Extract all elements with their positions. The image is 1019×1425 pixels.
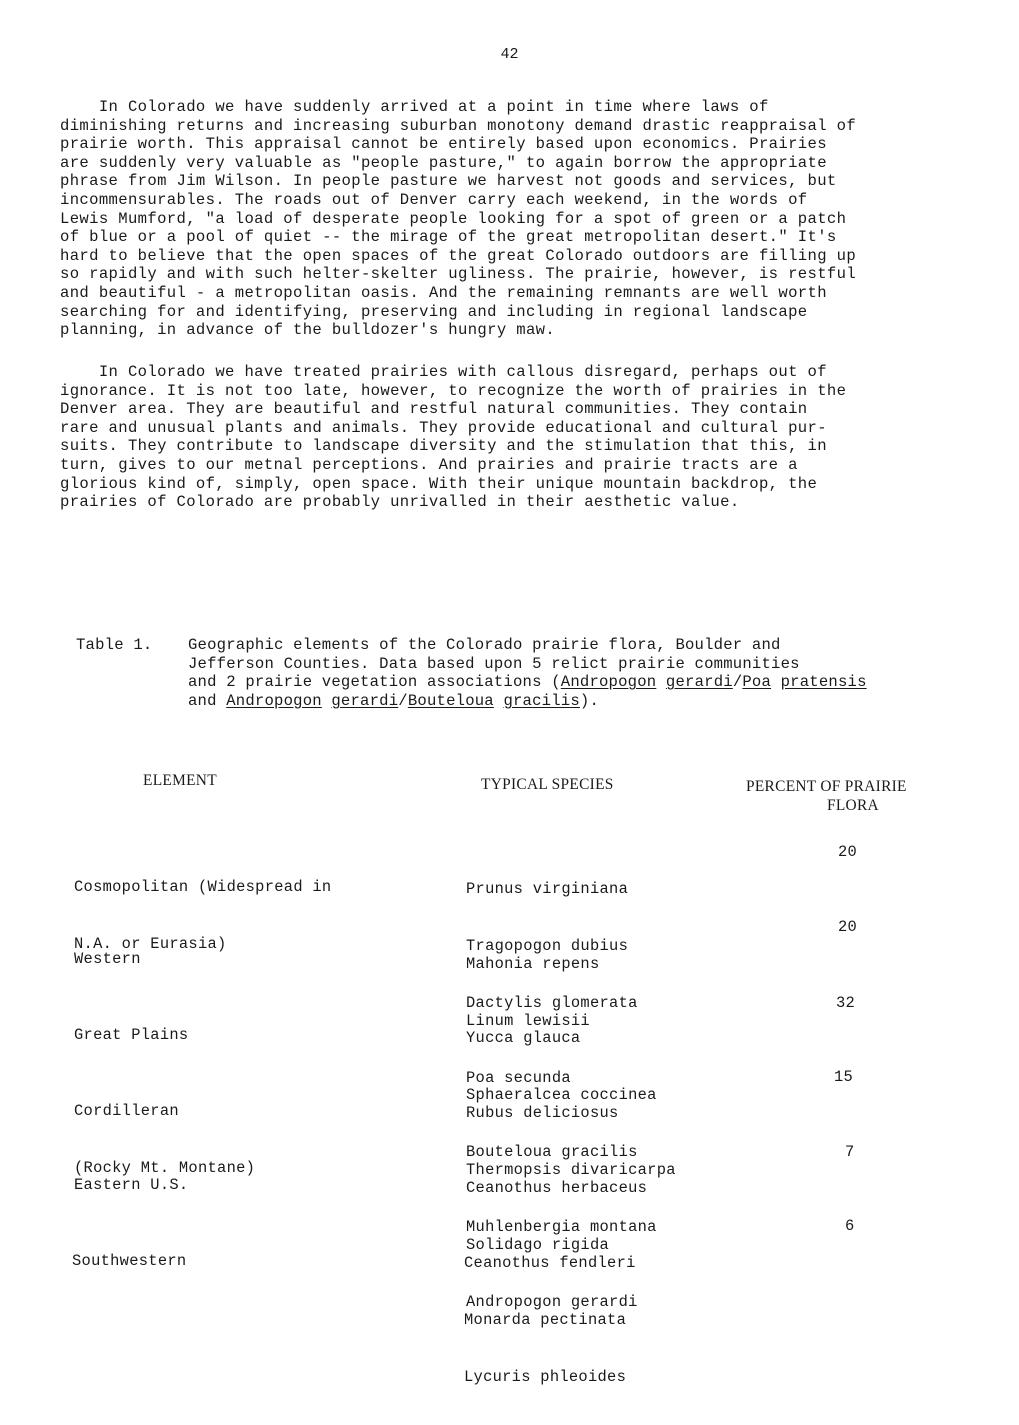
paragraph-line: are suddenly very valuable as "people pasture," to again borrow the appropriate [60, 153, 827, 172]
caption-line: Geographic elements of the Colorado prairie flora, Boulder and [188, 636, 781, 654]
caption-text: and 2 prairie vegetation associations ( [188, 673, 561, 692]
species-line: Muhlenbergia montana [466, 1218, 657, 1236]
species-name: gerardi [331, 691, 399, 710]
paragraph-2 [60, 363, 990, 512]
caption-slash: / [398, 691, 408, 710]
paragraph-line: turn, gives to our metnal perceptions. And prairies and prairie tracts are a [60, 455, 798, 474]
element-line: Cosmopolitan (Widespread in [74, 878, 332, 896]
element-line: Great Plains [74, 1026, 189, 1044]
paragraph-line: so rapidly and with such helter-skelter ugliness. The prairie, however, is restful [60, 265, 857, 284]
element-line: Southwestern [72, 1252, 187, 1270]
column-header-species: TYPICAL SPECIES [481, 776, 614, 793]
species-line: Ceanothus fendleri [464, 1254, 636, 1272]
table-cell-percent: 20 [838, 843, 858, 861]
species-line: Dactylis glomerata [466, 994, 638, 1012]
genus-name: Andropogon [226, 691, 322, 710]
paragraph-line: suits. They contribute to landscape diversity and the stimulation that this, in [60, 437, 827, 456]
caption-line: Jefferson Counties. Data based upon 5 relict prairie communities [188, 654, 800, 673]
paragraph-line: In Colorado we have suddenly arrived at a point in time where laws of [60, 98, 769, 116]
species-line: Ceanothus herbaceus [466, 1179, 648, 1197]
table-cell-percent: 15 [834, 1068, 854, 1086]
element-line: Cordilleran [74, 1102, 179, 1120]
table-cell-percent: 32 [836, 994, 856, 1012]
paragraph-line: phrase from Jim Wilson. In people pasture we harvest not goods and services, but [60, 172, 837, 191]
element-line: N.A. or Eurasia) [74, 935, 227, 953]
species-line: Solidago rigida [466, 1236, 610, 1254]
element-line: Western [74, 950, 141, 968]
table-cell-percent: 7 [845, 1143, 855, 1161]
species-line: Yucca glauca [466, 1029, 581, 1047]
paragraph-line: prairies of Colorado are probably unrivalled in their aesthetic value. [60, 493, 740, 512]
species-name: gracilis [503, 691, 580, 710]
paragraph-line: Lewis Mumford, "a load of desperate people looking for a spot of green or a patch [60, 209, 847, 228]
table-cell-element [72, 1214, 186, 1309]
species-line: Sphaeralcea coccinea [466, 1086, 657, 1104]
page-number: 42 [500, 46, 519, 63]
species-line: Linum lewisii [466, 1012, 590, 1030]
element-line: (Rocky Mt. Montane) [74, 1159, 256, 1177]
genus-name: Poa [742, 673, 772, 692]
caption-line [188, 692, 1008, 711]
caption-text: and [188, 691, 227, 710]
paragraph-line: and beautiful - a metropolitan oasis. And the remaining remnants are well worth [60, 283, 827, 302]
paragraph-line: of blue or a pool of quiet -- the mirage of the great metropolitan desert." It's [60, 228, 837, 247]
table-cell-species [464, 1216, 636, 1425]
table-caption-text [188, 636, 1008, 710]
column-header-element: ELEMENT [143, 772, 217, 789]
paragraph-line: rare and unusual plants and animals. They provide educational and cultural pur- [60, 418, 827, 437]
paragraph-line: prairie worth. This appraisal cannot be entirely based upon economics. Prairies [60, 135, 827, 154]
column-header-percent: PERCENT OF PRAIRIE [746, 778, 907, 795]
paragraph-line: In Colorado we have treated prairies with callous disregard, perhaps out of [60, 363, 827, 381]
paragraph-line: incommensurables. The roads out of Denver carry each weekend, in the words of [60, 190, 808, 209]
paragraph-line: searching for and identifying, preserving and including in regional landscape [60, 302, 808, 321]
species-line: Andropogon gerardi [466, 1293, 638, 1311]
table-cell-percent: 6 [845, 1217, 855, 1235]
table-cell-percent: 20 [838, 918, 858, 936]
species-line: Thermopsis divaricarpa [466, 1161, 676, 1179]
paragraph-1 [60, 98, 990, 340]
column-header-percent-line2: FLORA [827, 797, 879, 814]
species-line: Lycuris phleoides [464, 1368, 627, 1386]
element-line: Eastern U.S. [74, 1176, 189, 1194]
species-line: Mahonia repens [466, 955, 600, 973]
species-line: Bouteloua gracilis [466, 1143, 638, 1161]
species-name: pratensis [780, 673, 867, 692]
species-line: Prunus virginiana [466, 880, 629, 898]
paragraph-line: planning, in advance of the bulldozer's hungry maw. [60, 321, 556, 340]
genus-name: Andropogon [560, 673, 657, 692]
species-line: Monarda pectinata [464, 1311, 627, 1329]
paragraph-line: Denver area. They are beautiful and restful natural communities. They contain [60, 400, 808, 419]
species-name: gerardi [665, 673, 733, 692]
caption-line [188, 673, 1008, 692]
caption-text: ). [579, 691, 600, 710]
genus-name: Bouteloua [407, 691, 494, 710]
table-label: Table 1. [76, 636, 153, 654]
paragraph-line: diminishing returns and increasing suburban monotony demand drastic reappraisal of [60, 116, 857, 135]
caption-slash: / [732, 673, 743, 692]
species-line: Tragopogon dubius [466, 937, 629, 955]
paragraph-line: ignorance. It is not too late, however, to recognize the worth of prairies in the [60, 381, 847, 400]
species-line: Poa secunda [466, 1069, 571, 1087]
species-line: Rubus deliciosus [466, 1104, 619, 1122]
paragraph-line: glorious kind of, simply, open space. With their unique mountain backdrop, the [60, 474, 818, 493]
paragraph-line: hard to believe that the open spaces of the great Colorado outdoors are filling up [60, 246, 857, 265]
